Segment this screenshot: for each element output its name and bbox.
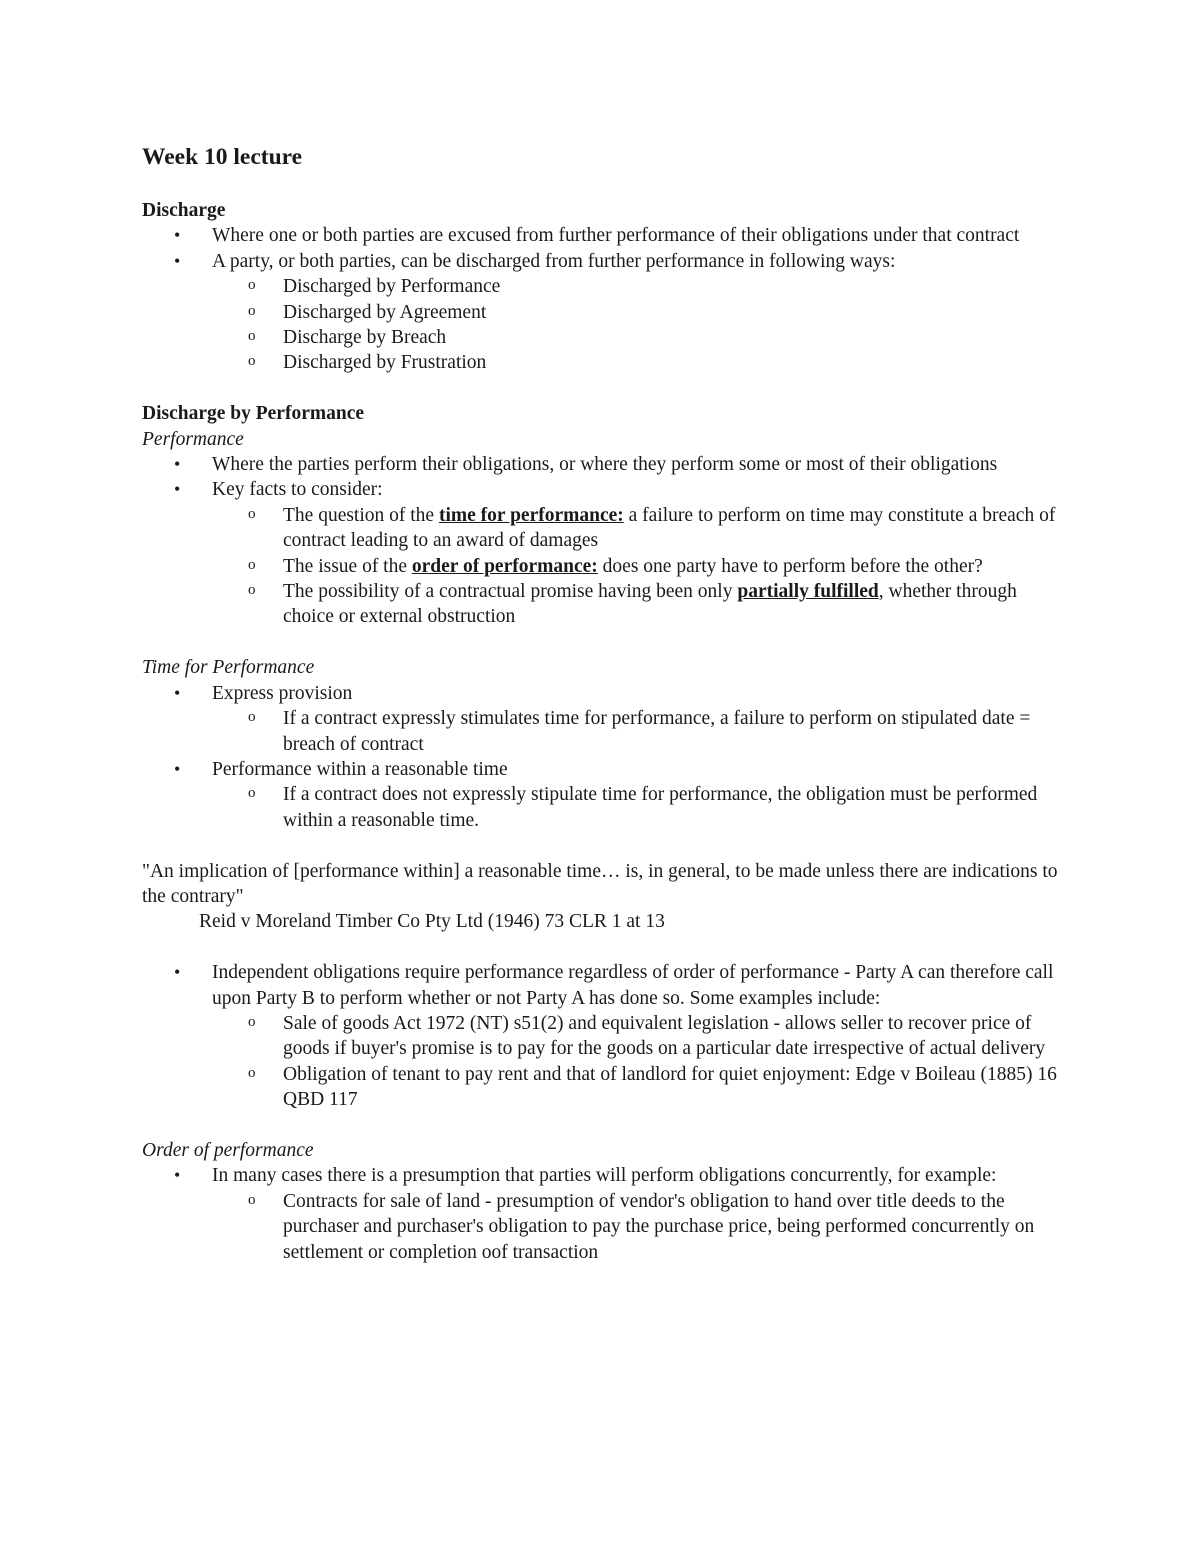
list-item: o Obligation of tenant to pay rent and that of landlord for quiet enjoyment: Edge v Boileau (1885) 16 QBD 117	[212, 1062, 1072, 1113]
hollow-bullet-icon: o	[248, 328, 256, 345]
hollow-bullet-icon: o	[248, 709, 256, 726]
emphasis-partially-fulfilled: partially fulfilled	[737, 581, 879, 603]
list-item: • Key facts to consider: o The question of the time for performance: a failure to perform on time may constitute a breach of contract leading to an award of damages o The issue of the order of performance: does one party have to perform before the other? o The possibility of a contractual promise having been only partially fulfilled, whether through choice or external obstruction	[142, 477, 1072, 629]
list-item: • A party, or both parties, can be discharged from further performance in following ways: o Discharged by Performance o Discharged by Agreement o Discharge by Breach o Discharged by Frustration	[142, 249, 1072, 376]
page-title: Week 10 lecture	[142, 144, 303, 170]
list-item: o Discharged by Frustration	[212, 350, 1072, 375]
hollow-bullet-icon: o	[248, 353, 256, 370]
list-item: • Performance within a reasonable time o If a contract does not expressly stipulate time for performance, the obligation must be performed within a reasonable time.	[142, 757, 1072, 833]
bullet-icon: •	[174, 479, 181, 500]
list-item: o The possibility of a contractual promise having been only partially fulfilled, whether through choice or external obstruction	[212, 579, 1072, 630]
list-item: o If a contract does not expressly stipulate time for performance, the obligation must be performed within a reasonable time.	[212, 782, 1072, 833]
hollow-bullet-icon: o	[248, 302, 256, 319]
bullet-icon: •	[174, 682, 181, 703]
section-heading-discharge-by-performance: Discharge by Performance	[142, 403, 365, 425]
case-citation: Reid v Moreland Timber Co Pty Ltd (1946) 73 CLR 1 at 13	[199, 911, 665, 933]
hollow-bullet-icon: o	[248, 1013, 256, 1030]
document-body	[142, 142, 1072, 1265]
bullet-icon: •	[174, 758, 181, 779]
list-item: o Discharge by Breach	[212, 325, 1072, 350]
bullet-icon: •	[174, 1165, 181, 1186]
list-item: • Independent obligations require performance regardless of order of performance - Party A can therefore call upon Party B to perform whether or not Party A has done so. Some examples include: o Sale of goods Act 1972 (NT) s51(2) and equivalent legislation - allows seller to recover price of goods if buyer's promise is to pay for the goods on a particular date irrespective of actual delivery o Obligation of tenant to pay rent and that of landlord for quiet enjoyment: Edge v Boileau (1885) 16 QBD 117	[142, 960, 1072, 1112]
emphasis-time-for-performance: time for performance:	[438, 504, 624, 526]
hollow-bullet-icon: o	[248, 505, 256, 522]
bullet-icon: •	[174, 962, 181, 983]
list-item: • Express provision o If a contract expressly stimulates time for performance, a failure to perform on stipulated date = breach of contract	[142, 681, 1072, 757]
independent-obligations-list	[142, 960, 1072, 1112]
discharge-ways-list	[212, 274, 1072, 376]
list-item: o Contracts for sale of land - presumption of vendor's obligation to hand over title deeds to the purchaser and purchaser's obligation to pay the purchase price, being performed concurrently on settlement or completion oof transaction	[212, 1189, 1072, 1265]
order-list	[142, 1163, 1072, 1265]
emphasis-order-of-performance: order of performance:	[411, 555, 598, 577]
discharge-list	[142, 223, 1072, 375]
list-item: • Where one or both parties are excused from further performance of their obligations under that contract	[142, 223, 1072, 248]
list-item: • Where the parties perform their obligations, or where they perform some or most of their obligations	[142, 452, 1072, 477]
time-list	[142, 681, 1072, 833]
list-item: o If a contract expressly stimulates time for performance, a failure to perform on stipulated date = breach of contract	[212, 706, 1072, 757]
hollow-bullet-icon: o	[248, 556, 256, 573]
subheading-time-for-performance: Time for Performance	[142, 657, 315, 679]
bullet-icon: •	[174, 454, 181, 475]
list-item: o Sale of goods Act 1972 (NT) s51(2) and equivalent legislation - allows seller to recover price of goods if buyer's promise is to pay for the goods on a particular date irrespective of actual delivery	[212, 1011, 1072, 1062]
key-facts-list	[212, 503, 1072, 630]
hollow-bullet-icon: o	[248, 785, 256, 802]
hollow-bullet-icon: o	[248, 277, 256, 294]
section-heading-discharge: Discharge	[142, 200, 226, 221]
hollow-bullet-icon: o	[248, 582, 256, 599]
bullet-icon: •	[174, 225, 181, 246]
list-item: o The question of the time for performance: a failure to perform on time may constitute a breach of contract leading to an award of damages	[212, 503, 1072, 554]
bullet-icon: •	[174, 250, 181, 271]
hollow-bullet-icon: o	[248, 1191, 256, 1208]
list-item: o Discharged by Agreement	[212, 300, 1072, 325]
list-item: o The issue of the order of performance: does one party have to perform before the other?	[212, 554, 1072, 579]
list-item: o Discharged by Performance	[212, 274, 1072, 299]
subheading-order-of-performance: Order of performance	[142, 1139, 314, 1161]
performance-list	[142, 452, 1072, 630]
quote-paragraph: "An implication of [performance within] a reasonable time… is, in general, to be made unless there are indications to the contrary"	[142, 860, 1058, 907]
list-item: • In many cases there is a presumption that parties will perform obligations concurrently, for example: o Contracts for sale of land - presumption of vendor's obligation to hand over title deeds to the purchaser and purchaser's obligation to pay the purchase price, being performed concurrently on settlement or completion oof transaction	[142, 1163, 1072, 1265]
hollow-bullet-icon: o	[248, 1064, 256, 1081]
subheading-performance: Performance	[142, 428, 244, 450]
